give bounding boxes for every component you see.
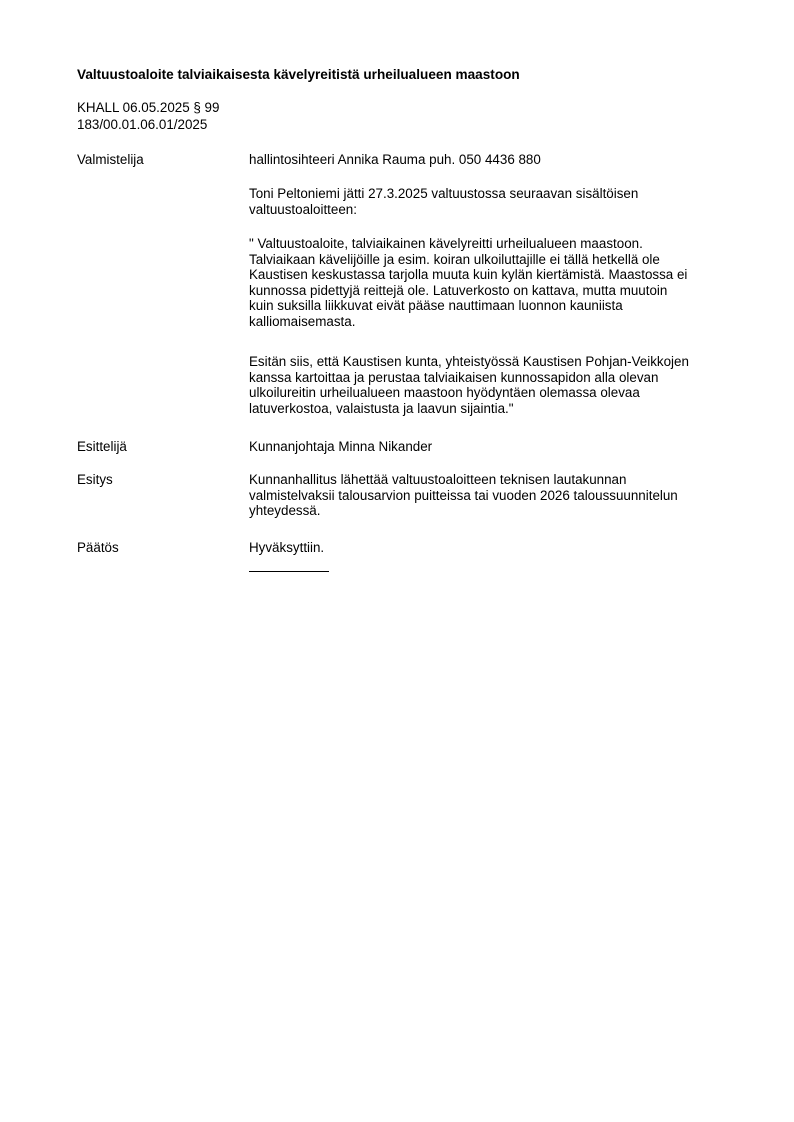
esittelija-label: Esittelijä bbox=[77, 439, 127, 454]
meeting-reference: KHALL 06.05.2025 § 99 bbox=[77, 100, 220, 115]
valmistelija-label: Valmistelija bbox=[77, 152, 144, 167]
paatos-label: Päätös bbox=[77, 540, 119, 555]
quote-line: ulkoilureitin urheilualueen maastoon hyödyntäen olemassa olevaa bbox=[249, 385, 640, 401]
esitys-line: valmistelvaksii talousarvion puitteissa tai vuoden 2026 taloussuunnitelun bbox=[249, 487, 678, 503]
document-title: Valtuustoaloite talviaikaisesta kävelyreitistä urheilualueen maastoon bbox=[77, 67, 520, 82]
quote-line: kuin suksilla liikkuvat eivät pääse nauttimaan luonnon kauniista bbox=[249, 298, 623, 314]
intro-line: Toni Peltoniemi jätti 27.3.2025 valtuustossa seuraavan sisältöisen bbox=[249, 186, 639, 201]
valmistelija-value: hallintosihteeri Annika Rauma puh. 050 4436 880 bbox=[249, 152, 541, 167]
quote-line: " Valtuustoaloite, talviaikainen kävelyreitti urheilualueen maastoon. bbox=[249, 236, 643, 251]
esitys-paragraph bbox=[249, 472, 735, 519]
esitys-line: yhteydessä. bbox=[249, 503, 321, 519]
quote-line: kalliomaisemasta. bbox=[249, 313, 356, 329]
esitys-line: Kunnanhallitus lähettää valtuustoaloitteen teknisen lautakunnan bbox=[249, 472, 627, 487]
quote-line: Esitän siis, että Kaustisen kunta, yhteistyössä Kaustisen Pohjan-Veikkojen bbox=[249, 354, 689, 369]
quote-paragraph-2 bbox=[249, 354, 735, 416]
quote-paragraph-1 bbox=[249, 236, 735, 330]
quote-line: Talviaikaan kävelijöille ja esim. koiran ulkoiluttajille ei tällä hetkellä ole bbox=[249, 251, 660, 267]
paatos-value: Hyväksyttiin. bbox=[249, 540, 325, 555]
intro-paragraph bbox=[249, 186, 735, 217]
esitys-label: Esitys bbox=[77, 472, 113, 487]
case-number: 183/00.01.06.01/2025 bbox=[77, 116, 208, 132]
quote-line: latuverkostoa, valaistusta ja laavun sijaintia." bbox=[249, 400, 514, 416]
quote-line: Kaustisen keskustassa tarjolla muuta kuin kylän kiertämistä. Maastossa ei bbox=[249, 267, 688, 283]
closing-rule bbox=[249, 571, 329, 572]
document-meta bbox=[77, 100, 377, 133]
quote-line: kunnossa pidettyjä reittejä ole. Latuverkosto on kattava, mutta muutoin bbox=[249, 282, 668, 298]
intro-line: valtuustoaloitteen: bbox=[249, 201, 357, 217]
quote-line: kanssa kartoittaa ja perustaa talviaikaisen kunnossapidon alla olevan bbox=[249, 369, 659, 385]
esittelija-value: Kunnanjohtaja Minna Nikander bbox=[249, 439, 433, 454]
